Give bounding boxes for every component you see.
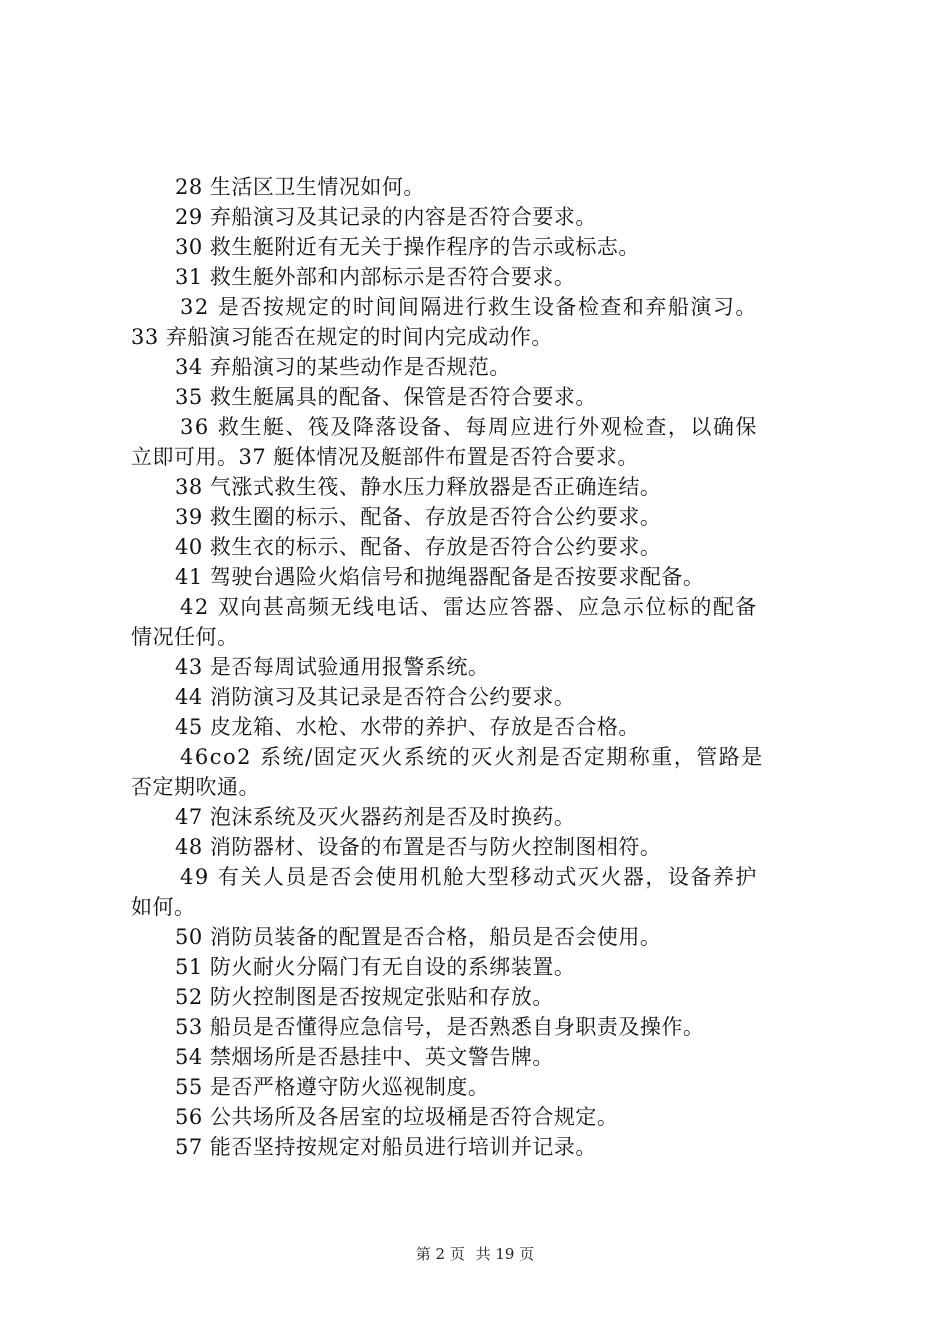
text-line: 30 救生艇附近有无关于操作程序的告示或标志。 — [175, 235, 640, 259]
text-line: 情况任何。 — [131, 625, 239, 649]
text-line: 38 气涨式救生筏、静水压力释放器是否正确连结。 — [175, 475, 662, 499]
text-line: 39 救生圈的标示、配备、存放是否符合公约要求。 — [175, 505, 662, 529]
text-line: 54 禁烟场所是否悬挂中、英文警告牌。 — [175, 1045, 554, 1069]
text-line: 57 能否坚持按规定对船员进行培训并记录。 — [175, 1135, 597, 1159]
text-line: 55 是否严格遵守防火巡视制度。 — [175, 1075, 490, 1099]
text-line: 35 救生艇属具的配备、保管是否符合要求。 — [175, 385, 597, 409]
page-footer — [0, 1244, 950, 1264]
text-line: 52 防火控制图是否按规定张贴和存放。 — [175, 985, 554, 1009]
text-line: 31 救生艇外部和内部标示是否符合要求。 — [175, 265, 576, 289]
text-line: 36 救生艇、筏及降落设备、每周应进行外观检查，以确保 — [180, 415, 758, 439]
text-line: 否定期吹通。 — [131, 775, 260, 799]
text-line: 如何。 — [131, 895, 196, 919]
text-line: 立即可用。37 艇体情况及艇部件布置是否符合要求。 — [131, 445, 639, 469]
document-body — [131, 172, 831, 1162]
text-line: 48 消防器材、设备的布置是否与防火控制图相符。 — [175, 835, 662, 859]
text-line: 42 双向甚高频无线电话、雷达应答器、应急示位标的配备 — [180, 595, 758, 619]
text-line: 45 皮龙箱、水枪、水带的养护、存放是否合格。 — [175, 715, 640, 739]
text-line: 47 泡沫系统及灭火器药剂是否及时换药。 — [175, 805, 576, 829]
text-line: 50 消防员装备的配置是否合格，船员是否会使用。 — [175, 925, 662, 949]
text-line: 43 是否每周试验通用报警系统。 — [175, 655, 490, 679]
page-total: 共 19 页 — [475, 1245, 535, 1263]
text-line: 40 救生衣的标示、配备、存放是否符合公约要求。 — [175, 535, 662, 559]
text-line: 49 有关人员是否会使用机舱大型移动式灭火器，设备养护 — [180, 865, 758, 889]
text-line: 29 弃船演习及其记录的内容是否符合要求。 — [175, 205, 597, 229]
text-line: 28 生活区卫生情况如何。 — [175, 175, 425, 199]
text-line: 56 公共场所及各居室的垃圾桶是否符合规定。 — [175, 1105, 619, 1129]
text-line: 46co2 系统/固定灭火系统的灭火剂是否定期称重，管路是 — [180, 745, 764, 769]
text-line: 32 是否按规定的时间间隔进行救生设备检查和弃船演习。 — [180, 295, 758, 319]
text-line: 51 防火耐火分隔门有无自设的系绑装置。 — [175, 955, 576, 979]
text-line: 34 弃船演习的某些动作是否规范。 — [175, 355, 511, 379]
text-line: 41 驾驶台遇险火焰信号和抛绳器配备是否按要求配备。 — [175, 565, 705, 589]
text-line: 44 消防演习及其记录是否符合公约要求。 — [175, 685, 576, 709]
text-line: 33 弃船演习能否在规定的时间内完成动作。 — [131, 325, 553, 349]
text-line: 53 船员是否懂得应急信号，是否熟悉自身职责及操作。 — [175, 1015, 705, 1039]
page-number: 第 2 页 — [415, 1245, 465, 1263]
